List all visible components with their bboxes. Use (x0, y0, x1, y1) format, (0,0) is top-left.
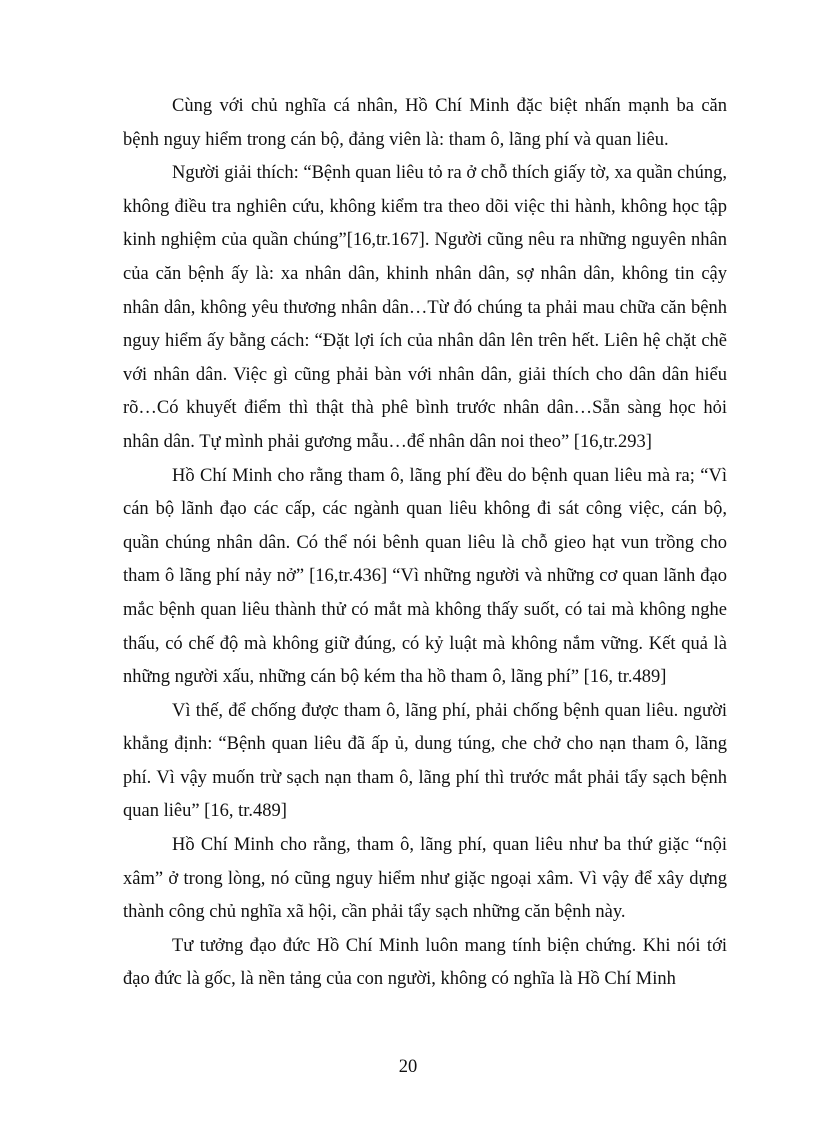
paragraph: Người giải thích: “Bệnh quan liêu tỏ ra ở chỗ thích giấy tờ, xa quần chúng, không điều tra nghiên cứu, không kiểm tra theo dõi việc thi hành, không học tập kinh nghiệm của quần chúng”[16,tr.167]. Người cũng nêu ra những nguyên nhân của căn bệnh ấy là: xa nhân dân, khinh nhân dân, sợ nhân dân, không tin cậy nhân dân, không yêu thương nhân dân…Từ đó chúng ta phải mau chữa căn bệnh nguy hiểm ấy bằng cách: “Đặt lợi ích của nhân dân lên trên hết. Liên hệ chặt chẽ với nhân dân. Việc gì cũng phải bàn với nhân dân, giải thích cho dân dân hiểu rõ…Có khuyết điểm thì thật thà phê bình trước nhân dân…Sẵn sàng học hỏi nhân dân. Tự mình phải gương mẫu…để nhân dân noi theo” [16,tr.293] (123, 163, 727, 452)
page-number: 20 (398, 1057, 418, 1077)
paragraph: Vì thế, để chống được tham ô, lãng phí, phải chống bệnh quan liêu. người khẳng định: “Bệnh quan liêu đã ấp ủ, dung túng, che chở cho nạn tham ô, lãng phí. Vì vậy muốn trừ sạch nạn tham ô, lãng phí thì trước mắt phải tẩy sạch bệnh quan liêu” [16, tr.489] (123, 700, 727, 822)
paragraph: Hồ Chí Minh cho rằng tham ô, lãng phí đều do bệnh quan liêu mà ra; “Vì cán bộ lãnh đạo các cấp, các ngành quan liêu không đi sát công việc, cán bộ, quần chúng nhân dân. Có thể nói bênh quan liêu là chỗ gieo hạt vun trồng cho tham ô lãng phí nảy nở” [16,tr.436] “Vì những người và những cơ quan lãnh đạo mắc bệnh quan liêu thành thử có mắt mà không thấy suốt, có tai mà không nghe thấu, có chế độ mà không giữ đúng, có kỷ luật mà không nắm vững. Kết quả là những người xấu, những cán bộ kém tha hồ tham ô, lãng phí” [16, tr.489] (123, 465, 727, 688)
paragraph: Cùng với chủ nghĩa cá nhân, Hồ Chí Minh đặc biệt nhấn mạnh ba căn bệnh nguy hiểm trong cán bộ, đảng viên là: tham ô, lãng phí và quan liêu. (123, 96, 727, 150)
paragraph: Hồ Chí Minh cho rằng, tham ô, lãng phí, quan liêu như ba thứ giặc “nội xâm” ở trong lòng, nó cũng nguy hiểm như giặc ngoại xâm. Vì vậy để xây dựng thành công chủ nghĩa xã hội, cần phải tẩy sạch những căn bệnh này. (123, 835, 727, 923)
paragraph: Tư tưởng đạo đức Hồ Chí Minh luôn mang tính biện chứng. Khi nói tới đạo đức là gốc, là nền tảng của con người, không có nghĩa là Hồ Chí Minh (123, 935, 727, 990)
body-text (123, 90, 727, 997)
